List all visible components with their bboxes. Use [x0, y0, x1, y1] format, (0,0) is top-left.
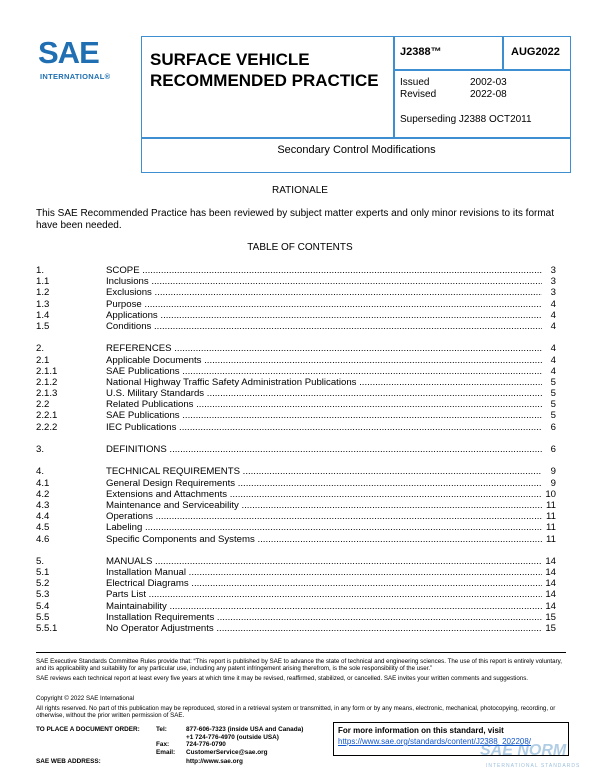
toc-title: Conditions .....	[106, 321, 542, 332]
toc-page: 4	[550, 309, 556, 321]
email-label: Email:	[156, 748, 176, 756]
toc-page: 10	[545, 488, 556, 500]
rights-text: All rights reserved. No part of this publication may be reproduced, stored in a retrieval system or transmitted, in any form or by any means, electronic, mechanical, photocopying, recording, or otherwise, without the prior written permission of SAE.	[36, 705, 556, 720]
toc-entry[interactable]	[36, 355, 556, 366]
toc-number: 4.6	[36, 533, 50, 545]
toc-heading: TABLE OF CONTENTS	[247, 242, 353, 253]
toc-page: 11	[546, 522, 556, 534]
more-info-title: For more information on this standard, visit	[338, 726, 504, 735]
toc-entry[interactable]	[36, 466, 556, 477]
toc-page: 15	[545, 611, 556, 623]
toc-entry[interactable]	[36, 567, 556, 578]
toc-page: 4	[550, 298, 556, 310]
toc-page: 5	[550, 388, 556, 400]
toc-title: TECHNICAL REQUIREMENTS .....	[106, 466, 542, 477]
toc-title: National Highway Traffic Safety Administration Publications .....	[106, 377, 542, 388]
toc-entry[interactable]	[36, 310, 556, 321]
toc-page: 4	[550, 320, 556, 332]
issue-dates	[400, 77, 507, 101]
toc-page: 3	[550, 287, 556, 299]
revised-label: Revised	[400, 89, 437, 100]
toc-number: 5.5	[36, 611, 50, 623]
toc-title: SAE Publications .....	[106, 410, 542, 421]
web-label: SAE WEB ADDRESS:	[36, 757, 101, 765]
toc-number: 5.	[36, 555, 45, 567]
standard-url-link[interactable]: https://www.sae.org/standards/content/J2388_202208/	[338, 737, 532, 746]
toc-number: 1.2	[36, 287, 50, 299]
issued-label: Issued	[400, 77, 430, 88]
doc-type-line1: SURFACE VEHICLE	[150, 50, 310, 69]
fax-value: 724-776-0790	[186, 741, 226, 749]
toc-number: 2.	[36, 343, 45, 355]
toc-page: 3	[550, 276, 556, 288]
toc-number: 2.1.3	[36, 388, 58, 400]
rules-text: SAE Executive Standards Committee Rules provide that: “This report is published by SAE to advance the state of technical and engineering sciences. The use of this report is entirely voluntary, and its applicability and suitability for any particular use, including any patent infringement arising therefrom, is the sole responsibility of the user.”	[36, 658, 562, 673]
toc-entry[interactable]	[36, 623, 556, 634]
toc-entry[interactable]	[36, 422, 556, 433]
logo-subtext: INTERNATIONAL®	[40, 72, 111, 81]
toc-title: REFERENCES .....	[106, 343, 542, 354]
toc-title: Parts List .....	[106, 589, 542, 600]
toc-page: 11	[546, 511, 556, 523]
toc-number: 2.2.2	[36, 421, 58, 433]
toc-title: Applicable Documents .....	[106, 355, 542, 366]
footer-divider	[36, 652, 566, 653]
toc-entry[interactable]	[36, 556, 556, 567]
toc-title: Purpose .....	[106, 299, 542, 310]
doc-type-line2: RECOMMENDED PRACTICE	[150, 71, 379, 90]
toc-title: Inclusions .....	[106, 276, 542, 287]
toc-title: IEC Publications .....	[106, 422, 542, 433]
toc-number: 2.1	[36, 354, 50, 366]
document-title: Secondary Control Modifications	[277, 144, 436, 156]
toc-number: 2.1.2	[36, 376, 58, 388]
toc-number: 5.4	[36, 600, 50, 612]
toc-title: Operations .....	[106, 511, 542, 522]
toc-entry[interactable]	[36, 444, 556, 455]
toc-number: 5.5.1	[36, 623, 58, 634]
toc-entry[interactable]	[36, 343, 556, 354]
toc-entry[interactable]	[36, 612, 556, 623]
logo-mark: SAE	[38, 35, 99, 70]
table-of-contents	[36, 265, 556, 634]
toc-page: 6	[550, 444, 556, 455]
toc-entry[interactable]	[36, 511, 556, 522]
toc-title: Maintainability .....	[106, 601, 542, 612]
toc-title: No Operator Adjustments .....	[106, 623, 542, 634]
toc-title: Applications .....	[106, 310, 542, 321]
toc-entry[interactable]	[36, 287, 556, 298]
toc-title: Installation Manual .....	[106, 567, 542, 578]
toc-entry[interactable]	[36, 366, 556, 377]
toc-page: 5	[550, 410, 556, 422]
toc-entry[interactable]	[36, 500, 556, 511]
copyright: Copyright © 2022 SAE International	[36, 695, 135, 702]
order-label: TO PLACE A DOCUMENT ORDER:	[36, 726, 140, 733]
toc-page: 9	[550, 477, 556, 489]
fax-label: Fax:	[156, 741, 170, 749]
toc-number: 5.3	[36, 589, 50, 601]
toc-title: General Design Requirements .....	[106, 478, 542, 489]
toc-page: 9	[550, 466, 556, 478]
toc-page: 14	[545, 589, 556, 601]
document-date: AUG2022	[511, 46, 560, 58]
document-number: J2388™	[400, 46, 442, 58]
toc-title: Extensions and Attachments .....	[106, 489, 542, 500]
toc-title: Related Publications .....	[106, 399, 542, 410]
toc-title: Specific Components and Systems .....	[106, 534, 542, 545]
document-type	[150, 49, 379, 91]
issued-value: 2002-03	[470, 77, 507, 88]
toc-entry[interactable]	[36, 489, 556, 500]
toc-number: 4.3	[36, 499, 50, 511]
toc-page: 15	[545, 623, 556, 634]
web-value[interactable]: http://www.sae.org	[186, 757, 243, 765]
toc-number: 2.1.1	[36, 365, 58, 377]
toc-page: 5	[550, 399, 556, 411]
toc-title: Electrical Diagrams .....	[106, 578, 542, 589]
superseding: Superseding J2388 OCT2011	[400, 114, 532, 125]
toc-page: 4	[550, 343, 556, 355]
rationale-heading: RATIONALE	[272, 185, 328, 196]
toc-number: 4.4	[36, 511, 50, 523]
toc-entry[interactable]	[36, 299, 556, 310]
toc-page: 4	[550, 354, 556, 366]
revised-value: 2022-08	[470, 89, 507, 100]
toc-title: Installation Requirements .....	[106, 612, 542, 623]
toc-number: 1.1	[36, 276, 50, 288]
toc-page: 4	[550, 365, 556, 377]
toc-entry[interactable]	[36, 276, 556, 287]
toc-entry[interactable]	[36, 410, 556, 421]
toc-page: 14	[545, 567, 556, 579]
toc-number: 1.	[36, 265, 45, 276]
toc-entry[interactable]	[36, 265, 556, 276]
toc-number: 4.5	[36, 522, 50, 534]
toc-number: 2.2	[36, 399, 50, 411]
toc-entry[interactable]	[36, 578, 556, 589]
toc-entry[interactable]	[36, 601, 556, 612]
toc-page: 11	[546, 499, 556, 511]
toc-title: SAE Publications .....	[106, 366, 542, 377]
toc-entry[interactable]	[36, 321, 556, 332]
tel-label: Tel:	[156, 726, 167, 733]
toc-number: 3.	[36, 444, 45, 455]
toc-entry[interactable]	[36, 399, 556, 410]
toc-number: 5.2	[36, 578, 50, 590]
toc-title: Exclusions .....	[106, 287, 542, 298]
toc-title: U.S. Military Standards .....	[106, 388, 542, 399]
toc-entry[interactable]	[36, 377, 556, 388]
toc-page: 11	[546, 533, 556, 545]
sae-logo	[38, 37, 128, 87]
toc-title: Maintenance and Serviceability .....	[106, 500, 542, 511]
toc-page: 6	[550, 421, 556, 433]
toc-title: DEFINITIONS .....	[106, 444, 542, 455]
toc-page: 14	[545, 578, 556, 590]
toc-title: Labeling .....	[106, 522, 542, 533]
toc-entry[interactable]	[36, 478, 556, 489]
email-value[interactable]: CustomerService@sae.org	[186, 748, 268, 756]
watermark-sub: INTERNATIONAL STANDARDS	[486, 763, 581, 769]
toc-number: 1.3	[36, 298, 50, 310]
toc-page: 14	[545, 600, 556, 612]
toc-entry[interactable]	[36, 388, 556, 399]
toc-entry[interactable]	[36, 589, 556, 600]
toc-entry[interactable]	[36, 534, 556, 545]
toc-page: 3	[550, 265, 556, 276]
toc-number: 4.2	[36, 488, 50, 500]
review-text: SAE reviews each technical report at least every five years at which time it may be revised, reaffirmed, stabilized, or cancelled. SAE invites your written comments and suggestions.	[36, 675, 529, 682]
toc-page: 14	[545, 555, 556, 567]
toc-number: 5.1	[36, 567, 50, 579]
document-header-box	[141, 36, 571, 173]
toc-number: 4.	[36, 466, 45, 478]
tel2-value: +1 724-776-4970 (outside USA)	[186, 733, 279, 741]
rationale-text: This SAE Recommended Practice has been reviewed by subject matter experts and only minor revisions to its format have been needed.	[36, 208, 555, 231]
toc-page: 5	[550, 376, 556, 388]
toc-number: 2.2.1	[36, 410, 58, 422]
toc-number: 1.4	[36, 309, 50, 321]
watermark: SAE NORM	[480, 742, 567, 759]
toc-title: SCOPE .....	[106, 265, 542, 276]
toc-number: 1.5	[36, 320, 50, 332]
toc-title: MANUALS .....	[106, 556, 542, 567]
toc-entry[interactable]	[36, 522, 556, 533]
tel-value: 877-606-7323 (inside USA and Canada)	[186, 726, 304, 733]
toc-number: 4.1	[36, 477, 50, 489]
